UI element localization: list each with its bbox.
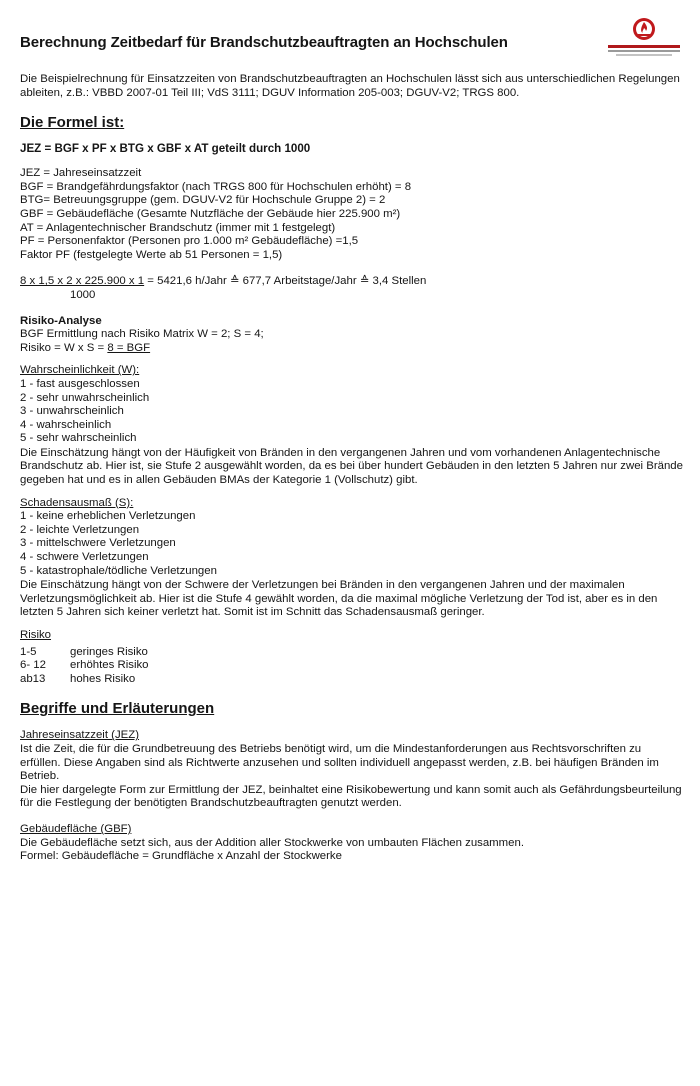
jez-text: Die hier dargelegte Form zur Ermittlung der JEZ, beinhaltet eine Risikobewertung und kann somit auch als Gefährdungsbeurteilung für die Festlegung der benötigten Brandschutzbeauftragten genutzt werden. — [20, 783, 682, 810]
definition-line: JEZ = Jahreseinsatzzeit — [20, 167, 142, 180]
logo-red-bar — [608, 45, 680, 48]
list-item: 5 - katastrophale/tödliche Verletzungen — [20, 564, 217, 577]
table-row — [20, 659, 149, 673]
list-item: 1 - keine erheblichen Verletzungen — [20, 510, 196, 523]
gbf-formula: Formel: Gebäudefläche = Grundfläche x Anzahl der Stockwerke — [20, 850, 342, 863]
jez-text: Ist die Zeit, die für die Grundbetreuung des Betriebs benötigt wird, um die Mindestanforderungen aus Rechtsvorschriften zu erfüllen. Diese Angaben sind als Richtwerte anzusehen und sollten individuell angepasst werden, z.B. bei häufigen Bränden im Betrieb. — [20, 742, 659, 783]
calculation-numerator: 8 x 1,5 x 2 x 225.900 x 1 — [20, 275, 145, 288]
list-item: 2 - sehr unwahrscheinlich — [20, 391, 150, 404]
flame-logo-icon — [631, 16, 657, 42]
formula-line: JEZ = BGF x PF x BTG x GBF x AT geteilt durch 1000 — [20, 142, 311, 156]
risk-analysis-title: Risiko-Analyse — [20, 314, 102, 327]
calculation-block — [20, 275, 684, 302]
formula-definitions — [20, 167, 684, 262]
intro-paragraph: Die Beispielrechnung für Einsatzzeiten von Brandschutzbeauftragten an Hochschulen lässt sich aus unterschiedlichen Regelungen ableiten, z.B.: VBBD 2007-01 Teil III; VdS 3111; DGUV Information 205-003; DGUV-V2; TRGS 800. — [20, 73, 680, 99]
list-item: 2 - leichte Verletzungen — [20, 523, 140, 536]
damage-heading: Schadensausmaß (S): — [20, 496, 134, 509]
probability-explanation: Die Einschätzung hängt von der Häufigkeit von Bränden in den vergangenen Jahren und vom vorhandenen Anlagentechnische Brandschutz ab. Hier ist, sie Stufe 2 ausgewählt worden, da es bei über hundert Gebäuden in den letzten 5 Jahren nur zwei Brände gegeben hat und es in allen Gebäuden BMAs der Kategorie 1 (Vollschutz) gibt. — [20, 446, 683, 487]
risk-formula-prefix: Risiko = W x S = — [20, 341, 108, 354]
definition-line: BTG= Betreuungsgruppe (gem. DGUV-V2 für Hochschule Gruppe 2) = 2 — [20, 194, 386, 207]
risk-formula-value: 8 = BGF — [107, 341, 151, 354]
risk-label: hohes Risiko — [70, 672, 136, 685]
list-item: 4 - schwere Verletzungen — [20, 551, 149, 564]
definition-line: PF = Personenfaktor (Personen pro 1.000 m² Gebäudefläche) =1,5 — [20, 235, 359, 248]
logo-subtitle-line — [608, 50, 680, 52]
company-logo — [604, 16, 684, 60]
list-item: 1 - fast ausgeschlossen — [20, 377, 140, 390]
gbf-text: Die Gebäudefläche setzt sich, aus der Addition aller Stockwerke von umbauten Flächen zusammen. — [20, 836, 524, 849]
list-item: 4 - wahrscheinlich — [20, 418, 112, 431]
damage-explanation: Die Einschätzung hängt von der Schwere der Verletzungen bei Bränden in den vergangenen Jahren und der maximalen Verletzungsmöglichkeit ab. Hier ist die Stufe 4 gewählt worden, da die maximal mögliche Verletzung der Tod ist, aber es in den letzten 5 Jahren sich keiner verletzt hat. Somit ist im Schnitt das Schadensausmaß geringer. — [20, 579, 658, 619]
risk-label: geringes Risiko — [70, 645, 148, 658]
document-title: Berechnung Zeitbedarf für Brandschutzbeauftragten an Hochschulen — [20, 34, 508, 51]
risk-matrix-line: BGF Ermittlung nach Risiko Matrix W = 2; S = 4; — [20, 328, 264, 341]
list-item: 5 - sehr wahrscheinlich — [20, 432, 137, 445]
definition-line: Faktor PF (festgelegte Werte ab 51 Personen = 1,5) — [20, 248, 283, 261]
calculation-line — [20, 275, 684, 289]
risk-analysis-section — [20, 315, 684, 687]
risk-range: ab13 — [20, 672, 46, 685]
risk-range: 1-5 — [20, 645, 37, 658]
jez-heading: Jahreseinsatzzeit (JEZ) — [20, 729, 140, 742]
formula-section-title: Die Formel ist: — [20, 114, 125, 132]
risk-range: 6- 12 — [20, 659, 46, 672]
definition-line: GBF = Gebäudefläche (Gesamte Nutzfläche der Gebäude hier 225.900 m²) — [20, 207, 401, 220]
risk-formula-line — [20, 342, 684, 356]
list-item: 3 - unwahrscheinlich — [20, 405, 124, 418]
probability-heading: Wahrscheinlichkeit (W): — [20, 364, 140, 377]
terms-section-title: Begriffe und Erläuterungen — [20, 700, 215, 718]
terms-section — [20, 729, 684, 863]
risk-levels-table — [20, 646, 149, 687]
list-item: 3 - mittelschwere Verletzungen — [20, 537, 176, 550]
gbf-heading: Gebäudefläche (GBF) — [20, 822, 132, 835]
calculation-result: = 5421,6 h/Jahr ≙ 677,7 Arbeitstage/Jahr ≙ 3,4 Stellen — [144, 275, 427, 288]
definition-line: BGF = Brandgefährdungsfaktor (nach TRGS 800 für Hochschulen erhöht) = 8 — [20, 180, 412, 193]
risk-heading: Risiko — [20, 629, 52, 641]
table-row — [20, 646, 149, 660]
calculation-denominator: 1000 — [70, 288, 96, 301]
risk-label: erhöhtes Risiko — [70, 659, 149, 672]
logo-subtitle-line — [616, 54, 672, 56]
table-row — [20, 673, 149, 687]
document-header — [20, 16, 684, 60]
definition-line: AT = Anlagentechnischer Brandschutz (immer mit 1 festgelegt) — [20, 221, 336, 234]
